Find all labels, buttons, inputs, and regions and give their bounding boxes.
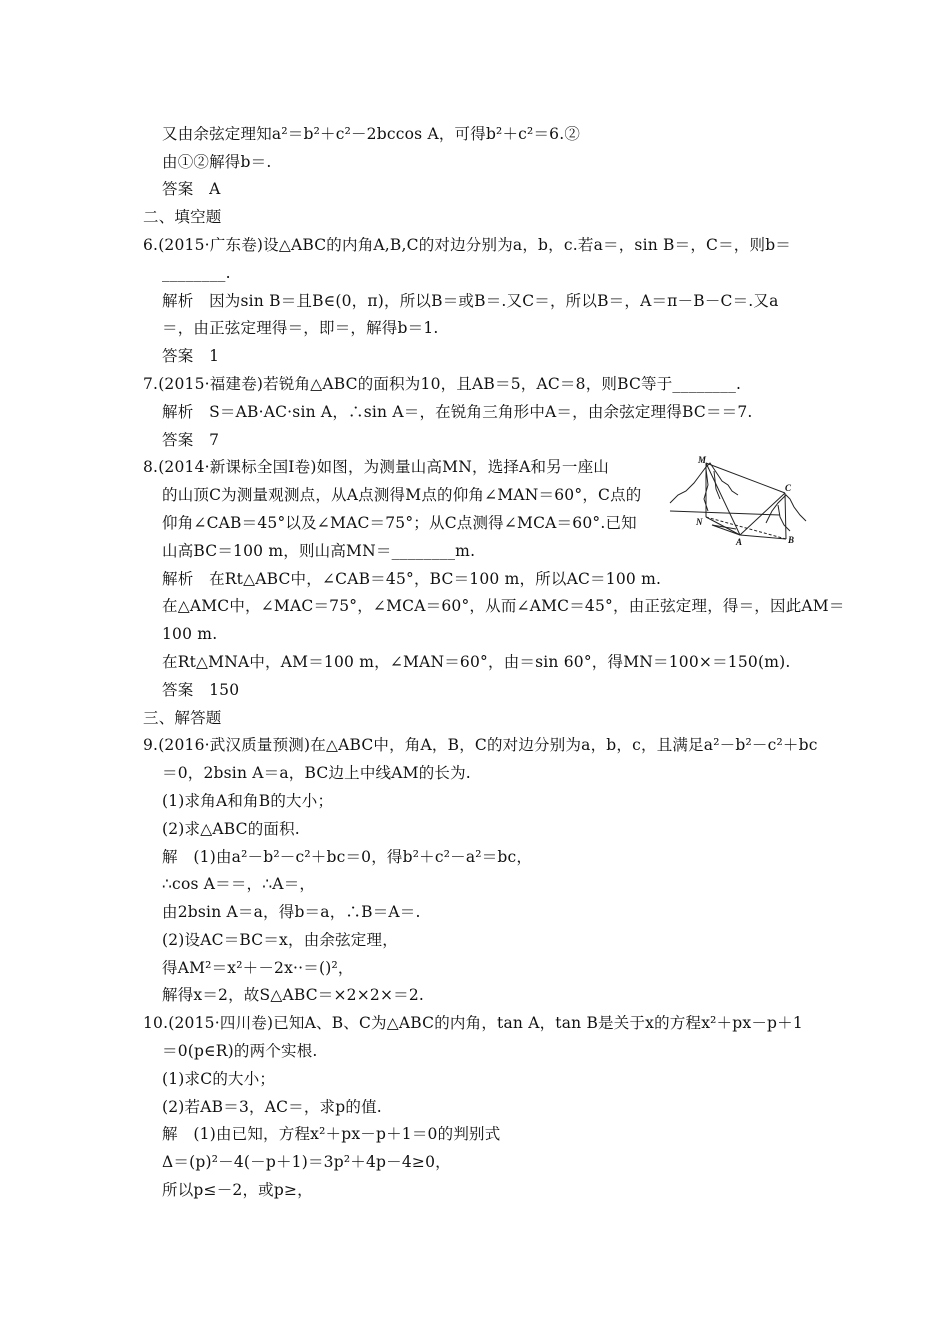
label-M: M [698,455,707,465]
text-line: 解析 因为sin B＝且B∈(0，π)，所以B＝或B＝.又C＝，所以B＝，A＝π－B－C＝.又a [162,292,779,310]
text-line: 解析 在Rt△ABC中，∠CAB＝45°，BC＝100 m，所以AC＝100 m. [162,570,662,588]
text-line: (1)求角A和角B的大小； [162,792,334,810]
text-line: 所以p≤－2，或p≥， [162,1181,313,1199]
text-line: 得AM²＝x²＋－2x··＝()²， [162,959,354,977]
text-line: 由①②解得b＝. [162,153,272,171]
text-line: 由2bsin A＝a，得b＝a，∴B＝A＝. [162,903,421,921]
text-line: (1)求C的大小； [162,1070,276,1088]
text-line: 解析 S＝AB·AC·sin A，∴sin A＝，在锐角三角形中A＝，由余弦定理得BC＝＝7. [162,403,753,421]
text-line: (2)求△ABC的面积. [162,820,300,838]
text-line: ________. [162,264,231,282]
text-line: ＝，由正弦定理得＝，即＝，解得b＝1. [162,319,439,337]
text-line: 的山顶C为测量观测点，从A点测得M点的仰角∠MAN＝60°，C点的 [162,486,642,504]
text-line: 解得x＝2，故S△ABC＝×2×2×＝2. [162,986,425,1004]
question-6: 6.(2015·广东卷)设△ABC的内角A,B,C的对边分别为a，b，c.若a＝，sin B＝，C＝，则b＝ [143,236,792,254]
left-mountain-ridge [714,471,720,499]
text-line: (2)设AC＝BC＝x，由余弦定理， [162,931,398,949]
text-line: (2)若AB＝3，AC＝，求p的值. [162,1098,382,1116]
answer-line: 答案 A [162,180,221,198]
label-N: N [696,517,703,527]
text-line: 仰角∠CAB＝45°以及∠MAC＝75°；从C点测得∠MCA＝60°.已知 [162,514,637,532]
text-line: 100 m. [162,625,218,643]
answer-line: 答案 7 [162,431,220,449]
right-mountain-ridge [778,505,790,531]
text-line: 解 (1)由a²－b²－c²＋bc＝0，得b²＋c²－a²＝bc， [162,848,533,866]
label-C: C [785,483,792,493]
text-line: Δ＝(p)²－4(－p＋1)＝3p²＋4p－4≥0， [162,1153,451,1171]
section-heading: 三、解答题 [143,709,222,727]
answer-line: 答案 150 [162,681,240,699]
text-line: ∴cos A＝＝，∴A＝， [162,875,316,893]
mountain-figure [668,455,810,545]
label-B: B [788,535,795,545]
text-line: 解 (1)由已知，方程x²＋px－p＋1＝0的判别式 [162,1125,501,1143]
line-CB [785,493,786,539]
section-heading: 二、填空题 [143,208,222,226]
question-10: 10.(2015·四川卷)已知A、B、C为△ABC的内角，tan A，tan B是关于x的方程x²＋px－p＋1 [143,1014,803,1032]
text-line: 在Rt△MNA中，AM＝100 m，∠MAN＝60°，由＝sin 60°，得MN＝100×＝150(m). [162,653,791,671]
line-NA [706,517,740,535]
text-line: 在△AMC中，∠MAC＝75°，∠MCA＝60°，从而∠AMC＝45°，由正弦定理，得＝，因此AM＝ [162,597,845,615]
text-line: ＝0，2bsin A＝a，BC边上中线AM的长为. [162,764,471,782]
answer-line: 答案 1 [162,347,220,365]
text-line: 山高BC＝100 m，则山高MN＝________m. [162,542,476,560]
label-A: A [736,537,743,545]
question-8: 8.(2014·新课标全国Ⅰ卷)如图，为测量山高MN，选择A和另一座山 [143,458,610,476]
text-line: 又由余弦定理知a²＝b²＋c²－2bccos A，可得b²＋c²＝6.② [162,125,581,143]
text-line: ＝0(p∈R)的两个实根. [162,1042,318,1060]
question-9: 9.(2016·武汉质量预测)在△ABC中，角A，B，C的对边分别为a，b，c，且满足a²－b²－c²＋bc [143,736,818,754]
question-7: 7.(2015·福建卷)若锐角△ABC的面积为10，且AB＝5，AC＝8，则BC等于________. [143,375,742,393]
left-mountain-outline [670,463,738,503]
